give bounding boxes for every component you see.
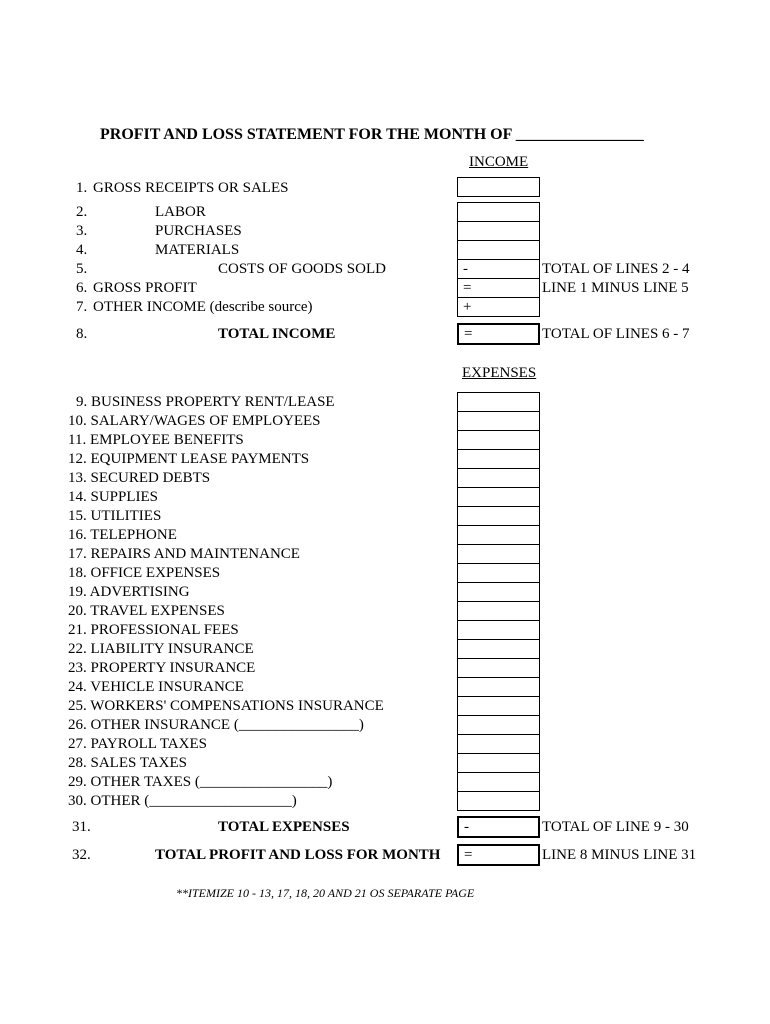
line-32-note: LINE 8 MINUS LINE 31 — [542, 847, 697, 863]
expense-line-label: 26. OTHER INSURANCE (________________) — [68, 717, 364, 733]
expense-line-label: 23. PROPERTY INSURANCE — [68, 660, 256, 676]
line-32-number: 32. — [72, 847, 91, 863]
minus-symbol: - — [464, 819, 469, 835]
line-31-number: 31. — [72, 819, 91, 835]
expense-line-label: 16. TELEPHONE — [68, 527, 177, 543]
line-8-number: 8. — [76, 326, 88, 342]
line-32-label: TOTAL PROFIT AND LOSS FOR MONTH — [155, 847, 441, 863]
expense-line-input[interactable] — [457, 525, 540, 545]
expense-line-input[interactable] — [457, 449, 540, 469]
expense-line-label: 19. ADVERTISING — [68, 584, 190, 600]
expense-line-input[interactable] — [457, 430, 540, 450]
expense-line-input[interactable] — [457, 582, 540, 602]
expense-line-input[interactable] — [457, 392, 540, 412]
expense-line-label: 21. PROFESSIONAL FEES — [68, 622, 239, 638]
line-2-label: LABOR — [155, 204, 206, 220]
expense-line-input[interactable] — [457, 753, 540, 773]
line-5-number: 5. — [76, 261, 88, 277]
line-6-label: GROSS PROFIT — [93, 280, 197, 296]
equals-symbol: = — [464, 326, 473, 342]
expenses-heading: EXPENSES — [462, 365, 537, 381]
line-1-number: 1. — [76, 180, 88, 196]
expense-line-label: 20. TRAVEL EXPENSES — [68, 603, 225, 619]
footnote: **ITEMIZE 10 - 13, 17, 18, 20 AND 21 OS SEPARATE PAGE — [176, 886, 475, 900]
line-6-number: 6. — [76, 280, 88, 296]
line-6-note: LINE 1 MINUS LINE 5 — [542, 280, 689, 296]
expense-line-label: 29. OTHER TAXES (_________________) — [68, 774, 333, 790]
expense-line-input[interactable] — [457, 468, 540, 488]
line-1-label: GROSS RECEIPTS OR SALES — [93, 180, 289, 196]
expense-line-label: 11. EMPLOYEE BENEFITS — [68, 432, 244, 448]
equals-symbol: = — [464, 847, 473, 863]
expense-line-input[interactable] — [457, 696, 540, 716]
line-4-input[interactable] — [457, 240, 540, 260]
expense-line-input[interactable] — [457, 734, 540, 754]
line-8-label: TOTAL INCOME — [218, 326, 336, 342]
minus-symbol: - — [463, 261, 468, 277]
income-heading: INCOME — [469, 154, 529, 170]
line-6-input[interactable] — [457, 278, 540, 298]
line-7-input[interactable] — [457, 297, 540, 317]
line-3-label: PURCHASES — [155, 223, 242, 239]
expense-line-label: 28. SALES TAXES — [68, 755, 187, 771]
expense-line-label: 12. EQUIPMENT LEASE PAYMENTS — [68, 451, 310, 467]
line-2-number: 2. — [76, 204, 88, 220]
expense-line-input[interactable] — [457, 563, 540, 583]
equals-symbol: = — [463, 280, 472, 296]
line-31-label: TOTAL EXPENSES — [218, 819, 350, 835]
expense-line-label: 18. OFFICE EXPENSES — [68, 565, 221, 581]
line-5-note: TOTAL OF LINES 2 - 4 — [542, 261, 690, 277]
line-7-number: 7. — [76, 299, 88, 315]
line-1-input[interactable] — [457, 177, 540, 197]
expense-line-input[interactable] — [457, 411, 540, 431]
expense-line-label: 30. OTHER (___________________) — [68, 793, 297, 809]
expense-line-input[interactable] — [457, 791, 540, 811]
line-31-input[interactable] — [457, 816, 540, 838]
expense-line-input[interactable] — [457, 772, 540, 792]
expense-line-input[interactable] — [457, 601, 540, 621]
line-5-input[interactable] — [457, 259, 540, 279]
line-4-label: MATERIALS — [155, 242, 240, 258]
line-4-number: 4. — [76, 242, 88, 258]
expense-line-input[interactable] — [457, 639, 540, 659]
expense-line-label: 25. WORKERS' COMPENSATIONS INSURANCE — [68, 698, 384, 714]
expense-line-input[interactable] — [457, 677, 540, 697]
expense-line-label: 10. SALARY/WAGES OF EMPLOYEES — [68, 413, 321, 429]
expense-line-input[interactable] — [457, 658, 540, 678]
line-3-input[interactable] — [457, 221, 540, 241]
line-32-input[interactable] — [457, 844, 540, 866]
expense-line-input[interactable] — [457, 715, 540, 735]
line-31-note: TOTAL OF LINE 9 - 30 — [542, 819, 689, 835]
line-7-label: OTHER INCOME (describe source) — [93, 299, 313, 315]
expense-line-label: 9. BUSINESS PROPERTY RENT/LEASE — [76, 394, 335, 410]
line-8-note: TOTAL OF LINES 6 - 7 — [542, 326, 690, 342]
expense-line-input[interactable] — [457, 620, 540, 640]
expense-line-label: 17. REPAIRS AND MAINTENANCE — [68, 546, 300, 562]
expense-line-label: 24. VEHICLE INSURANCE — [68, 679, 244, 695]
plus-symbol: + — [463, 299, 472, 315]
line-3-number: 3. — [76, 223, 88, 239]
expense-line-input[interactable] — [457, 487, 540, 507]
expense-line-input[interactable] — [457, 544, 540, 564]
line-2-input[interactable] — [457, 202, 540, 222]
expense-line-label: 14. SUPPLIES — [68, 489, 159, 505]
expense-line-label: 27. PAYROLL TAXES — [68, 736, 207, 752]
expense-line-label: 13. SECURED DEBTS — [68, 470, 211, 486]
expense-line-label: 22. LIABILITY INSURANCE — [68, 641, 254, 657]
expense-line-label: 15. UTILITIES — [68, 508, 162, 524]
line-5-label: COSTS OF GOODS SOLD — [218, 261, 386, 277]
page-title: PROFIT AND LOSS STATEMENT FOR THE MONTH OF ________________ — [100, 126, 644, 143]
expense-line-input[interactable] — [457, 506, 540, 526]
line-8-input[interactable] — [457, 323, 540, 345]
